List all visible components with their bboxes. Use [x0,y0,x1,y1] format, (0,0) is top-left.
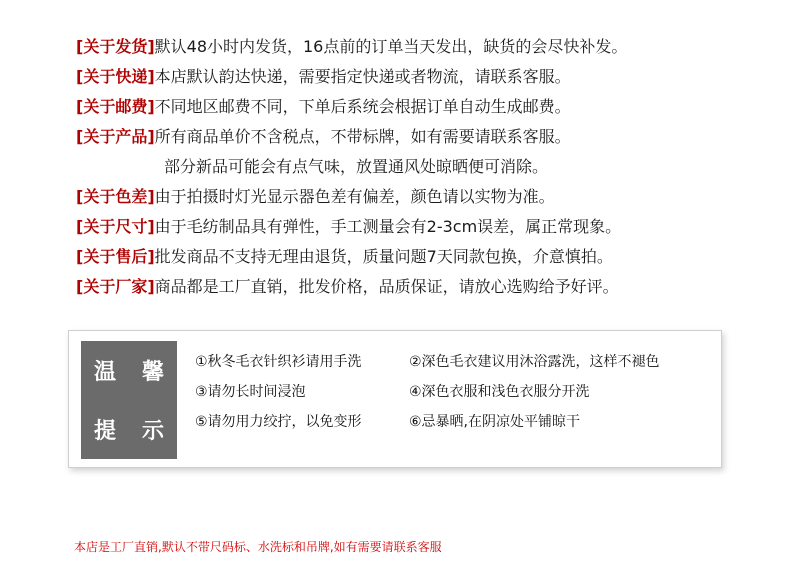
care-tips-box [68,330,722,468]
policy-product-note [76,152,627,182]
tip-dark-wash: ②深色毛衣建议用沐浴露洗，这样不褪色 [409,354,660,370]
policy-tag: [关于快递] [76,67,155,86]
policy-text: 部分新品可能会有点气味，放置通风处晾晒便可消除。 [164,157,549,176]
policy-size [76,212,627,242]
policy-tag: [关于尺寸] [76,217,155,236]
policy-courier [76,62,627,92]
policy-text: 批发商品不支持无理由退货，质量问题7天同款包换，介意慎拍。 [154,247,613,266]
warm-tips-badge [81,341,177,459]
policy-tag: [关于色差] [76,187,155,206]
policy-shipping [76,32,627,62]
policy-tag: [关于邮费] [76,97,155,116]
badge-char: 示 [141,419,164,444]
badge-char: 馨 [141,360,164,385]
policy-postage [76,92,627,122]
tip-hand-wash: ①秋冬毛衣针织衫请用手洗 [195,354,362,370]
policy-tag: [关于产品] [76,127,155,146]
policy-manufacturer [76,272,627,302]
policy-text: 商品都是工厂直销，批发价格，品质保证，请放心选购给予好评。 [154,277,619,296]
footer-note: 本店是工厂直销,默认不带尺码标、水洗标和吊牌,如有需要请联系客服 [74,540,442,554]
policy-color [76,182,627,212]
badge-char: 温 [93,360,116,385]
tip-dry-flat: ⑥忌暴晒,在阴凉处平铺晾干 [409,414,581,430]
tip-no-soak: ③请勿长时间浸泡 [195,384,306,400]
policy-tag: [关于售后] [76,247,155,266]
policy-tag: [关于厂家] [76,277,155,296]
policy-text: 不同地区邮费不同，下单后系统会根据订单自动生成邮费。 [154,97,571,116]
tip-separate-colors: ④深色衣服和浅色衣服分开洗 [409,384,590,400]
policy-text: 由于拍摄时灯光显示器色差有偏差，颜色请以实物为准。 [154,187,555,206]
policy-after-sales [76,242,627,272]
badge-char: 提 [93,419,116,444]
policy-text: 由于毛纺制品具有弹性，手工测量会有2-3cm误差，属正常现象。 [154,217,622,236]
policy-text: 所有商品单价不含税点，不带标牌，如有需要请联系客服。 [154,127,571,146]
policy-product [76,122,627,152]
policy-tag: [关于发货] [76,37,155,56]
care-tips-grid [195,351,709,433]
store-policy-list [76,32,627,302]
tip-no-wring: ⑤请勿用力绞拧，以免变形 [195,414,362,430]
policy-text: 默认48小时内发货，16点前的订单当天发出，缺货的会尽快补发。 [154,37,628,56]
policy-text: 本店默认韵达快递，需要指定快递或者物流，请联系客服。 [154,67,571,86]
